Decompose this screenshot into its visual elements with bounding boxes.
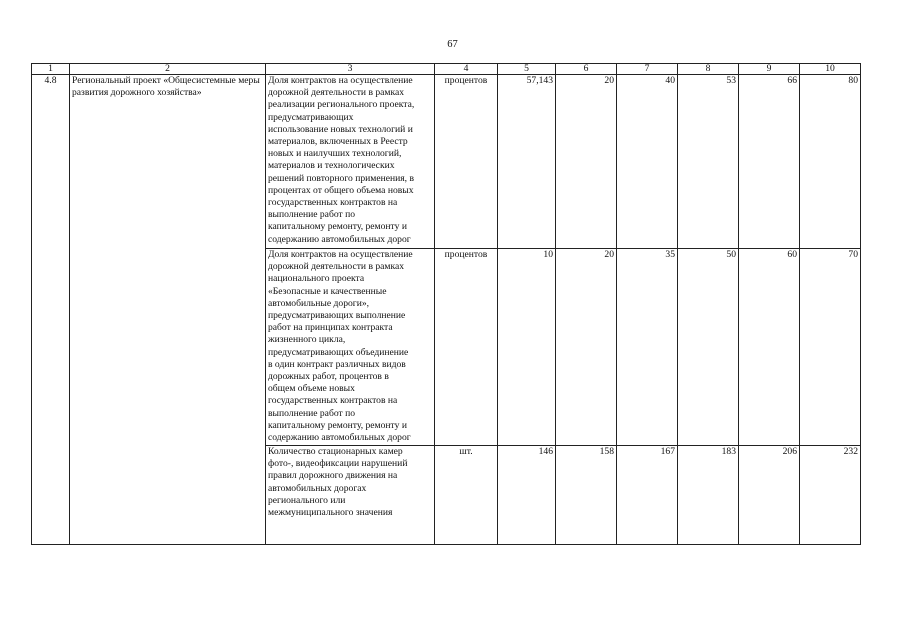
indicator-name-line: предусматривающих выполнение (268, 310, 406, 322)
indicator-name-line: в один контракт различных видов (268, 358, 406, 370)
indicator-value: 158 (556, 446, 617, 545)
indicator-value: 60 (739, 249, 800, 446)
indicator-value: 206 (739, 446, 800, 545)
column-number: 6 (556, 64, 617, 75)
indicator-name-line: дорожной деятельности в рамках (268, 261, 405, 273)
indicator-name-line: предусматривающих объединение (268, 346, 409, 358)
indicator-name-line: правил дорожного движения на (268, 470, 398, 482)
indicator-name-line: материалов и технологических (268, 160, 395, 172)
indicator-name-line: решений повторного применения, в (268, 172, 414, 184)
indicator-value: 57,143 (498, 75, 556, 249)
indicator-value: 232 (800, 446, 861, 545)
column-number: 8 (678, 64, 739, 75)
indicator-name-line: дорожных работ, процентов в (268, 371, 389, 383)
indicator-name-line: выполнение работ по (268, 407, 356, 419)
indicator-value: 70 (800, 249, 861, 446)
indicator-name-line: Доля контрактов на осуществление (268, 75, 413, 86)
indicator-value: 10 (498, 249, 556, 446)
indicator-value: 167 (617, 446, 678, 545)
indicator-name (266, 249, 435, 446)
indicator-name-line: капитальному ремонту, ремонту и (268, 419, 407, 431)
indicators-table (31, 63, 861, 545)
indicator-value: 35 (617, 249, 678, 446)
indicator-name-line: «Безопасные и качественные (268, 285, 387, 297)
indicator-value: 50 (678, 249, 739, 446)
project-name: Региональный проект «Общесистемные меры развития дорожного хозяйства» (70, 75, 266, 545)
indicator-name-line: капитальному ремонту, ремонту и (268, 221, 407, 233)
column-number: 3 (266, 64, 435, 75)
indicator-value: 40 (617, 75, 678, 249)
table-row (32, 75, 861, 249)
indicator-name (266, 75, 435, 249)
column-number: 10 (800, 64, 861, 75)
indicator-name-line: национального проекта (268, 273, 365, 285)
column-number: 9 (739, 64, 800, 75)
indicator-name-line: государственных контрактов на (268, 395, 398, 407)
indicator-name-line: дорожной деятельности в рамках (268, 87, 405, 99)
page-number: 67 (447, 39, 458, 50)
column-number: 5 (498, 64, 556, 75)
indicator-name (266, 446, 435, 545)
indicator-name-line: реализации регионального проекта, (268, 99, 415, 111)
column-number-header-row (32, 64, 861, 75)
row-number: 4.8 (32, 75, 70, 545)
column-number: 7 (617, 64, 678, 75)
indicator-value: 53 (678, 75, 739, 249)
indicator-name-line: общем объеме новых (268, 383, 355, 395)
indicator-name-line: содержанию автомобильных дорог (268, 233, 411, 245)
indicator-name-line: использование новых технологий и (268, 123, 413, 135)
indicator-value: 20 (556, 249, 617, 446)
column-number: 1 (32, 64, 70, 75)
indicator-name-line: материалов, включенных в Реестр (268, 136, 408, 148)
indicator-name-line: новых и наилучших технологий, (268, 148, 402, 160)
indicator-name-line: автомобильные дороги», (268, 297, 370, 309)
indicator-value: 20 (556, 75, 617, 249)
indicator-name-line: межмуниципального значения (268, 507, 393, 519)
indicator-name-line: жизненного цикла, (268, 334, 346, 346)
indicator-name-line: фото-, видеофиксации нарушений (268, 458, 408, 470)
indicator-name-line: содержанию автомобильных дорог (268, 432, 411, 444)
indicator-name-line: регионального или (268, 494, 346, 506)
indicator-value: 146 (498, 446, 556, 545)
indicator-value: 66 (739, 75, 800, 249)
indicator-name-line: Доля контрактов на осуществление (268, 249, 413, 260)
indicator-value: 80 (800, 75, 861, 249)
indicator-name-line: предусматривающих (268, 111, 354, 123)
indicator-unit: шт. (435, 446, 498, 545)
indicator-name-line: Количество стационарных камер (268, 446, 403, 457)
indicator-unit: процентов (435, 75, 498, 249)
indicator-name-line: автомобильных дорогах (268, 482, 367, 494)
indicator-unit: процентов (435, 249, 498, 446)
indicator-name-line: процентах от общего объема новых (268, 184, 414, 196)
indicator-name-line: работ на принципах контракта (268, 322, 393, 334)
indicator-name-line: выполнение работ по (268, 209, 356, 221)
column-number: 2 (70, 64, 266, 75)
indicator-value: 183 (678, 446, 739, 545)
column-number: 4 (435, 64, 498, 75)
indicator-name-line: государственных контрактов на (268, 197, 398, 209)
